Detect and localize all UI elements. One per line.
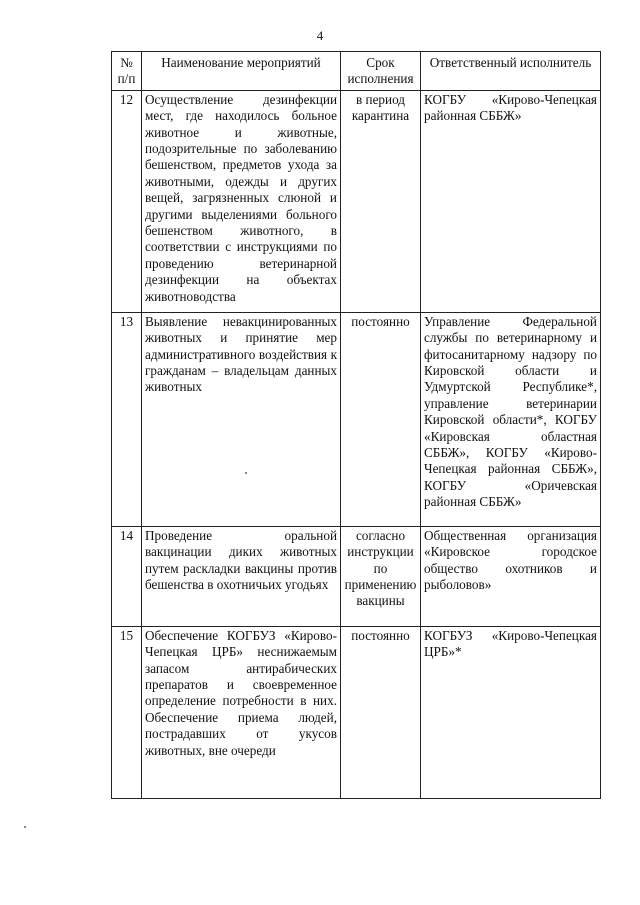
measure-name: Проведение оральной вакцинации диких животных путем раскладки вакцины против бешенства в охотничьих угодьях — [142, 526, 341, 626]
scan-speck — [245, 472, 247, 474]
scan-speck — [24, 826, 26, 828]
table-row — [112, 90, 601, 312]
measure-name: Выявление невакцинированных животных и принятие мер административного воздействия к гражданам – владельцам данных животных — [142, 312, 341, 526]
measure-name: Обеспечение КОГБУЗ «Кирово-Чепецкая ЦРБ» неснижаемым запасом антирабических препаратов и своевременное определение потребности в них. Обеспечение приема людей, пострадавших от укусов животных, вне очереди — [142, 626, 341, 798]
page-number: 4 — [316, 28, 324, 43]
table-header-row — [112, 52, 601, 91]
header-num: № п/п — [112, 52, 142, 91]
measure-name: Осуществление дезинфекции мест, где находилось больное животное и животные, подозрительные по заболеванию бешенством, предметов ухода за животными, одежды и других вещей, загрязненных слюной и другими выделениями больного бешенством животного, в соответствии с инструкциями по проведению ветеринарной дезинфекции на объектах животноводства — [142, 90, 341, 312]
row-number: 13 — [112, 312, 142, 526]
row-number: 12 — [112, 90, 142, 312]
measure-term: постоянно — [341, 626, 421, 798]
measure-term: постоянно — [341, 312, 421, 526]
measures-table — [111, 51, 601, 799]
header-responsible: Ответственный исполнитель — [421, 52, 601, 91]
measure-responsible: Управление Федеральной службы по ветеринарному и фитосанитарному надзору по Кировской области и Удмуртской Республике*, управление ветеринарии Кировской области*, КОГБУ «Кировская областная СББЖ», КОГБУ «Кирово-Чепецкая районная СББЖ», КОГБУ «Оричевская районная СББЖ» — [421, 312, 601, 526]
measure-responsible: КОГБУЗ «Кирово-Чепецкая ЦРБ»* — [421, 626, 601, 798]
measure-responsible: Общественная организация «Кировское городское общество охотников и рыболовов» — [421, 526, 601, 626]
row-number: 15 — [112, 626, 142, 798]
header-name: Наименование мероприятий — [142, 52, 341, 91]
measure-term: в период карантина — [341, 90, 421, 312]
table-row — [112, 312, 601, 526]
table-row — [112, 626, 601, 798]
row-number: 14 — [112, 526, 142, 626]
measure-term: согласно инструкции по применению вакцины — [341, 526, 421, 626]
table-row — [112, 526, 601, 626]
header-term: Срок исполнения — [341, 52, 421, 91]
measure-responsible: КОГБУ «Кирово-Чепецкая районная СББЖ» — [421, 90, 601, 312]
